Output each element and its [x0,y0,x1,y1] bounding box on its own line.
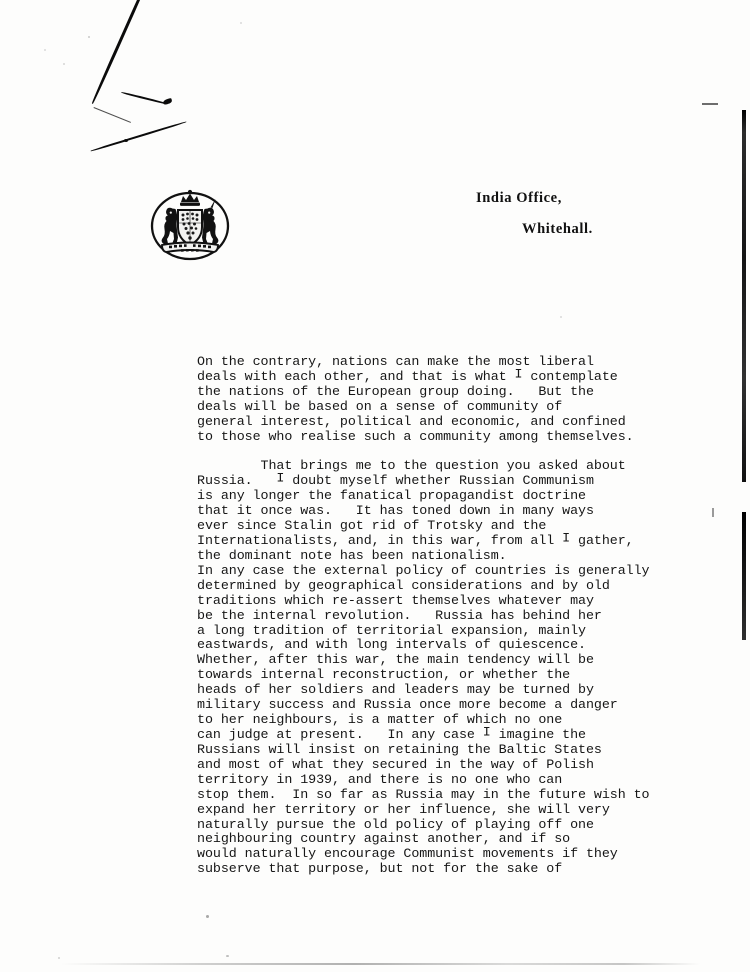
letter-line: heads of her soldiers and leaders may be turned by [197,683,594,699]
letter-line: be the internal revolution. Russia has behind her [197,608,602,624]
letter-line: towards internal reconstruction, or whether the [197,668,571,684]
scan-fold-line [90,121,186,152]
letter-line: the nations of the European group doing. But the [197,384,594,400]
scan-edge-shadow [742,512,746,640]
royal-coat-of-arms-icon [148,183,232,269]
letter-line: determined by geographical considerations and by old [197,578,610,594]
letter-line: the dominant note has been nationalism. [197,548,507,564]
letter-line: That brings me to the question you asked about [197,459,626,475]
letter-line: eastwards, and with long intervals of quiescence. [197,638,586,654]
scan-fold-line [91,0,154,104]
scan-edge-shadow [742,110,746,482]
scan-fold-line [93,107,131,123]
letter-line: general interest, political and economic, and confined [197,414,626,430]
letter-line: stop them. In so far as Russia may in the future wish to [197,787,650,803]
letterhead-office: India Office, [476,190,562,206]
dust-speck [226,955,229,957]
letter-body [197,356,707,878]
letter-line: Internationalists, and, in this war, from all I gather, [197,531,634,550]
letter-line: that it once was. It has toned down in many ways [197,504,594,520]
dust-speck [560,316,562,318]
dust-speck [88,36,90,38]
letter-line: neighbouring country against another, and if so [197,832,571,848]
letter-line: subserve that purpose, but not for the sake of [197,862,563,878]
letter-paragraph [197,356,707,446]
letter-line: territory in 1939, and there is no one who can [197,772,563,788]
letter-line: In any case the external policy of countries is generally [197,563,650,579]
letter-line: and most of what they secured in the way of Polish [197,757,594,773]
letter-line: to those who realise such a community among themselves. [197,429,634,445]
letter-line: Russia. I doubt myself whether Russian Communism [197,471,594,490]
letterhead [430,190,660,238]
dust-speck [44,49,46,51]
letterhead-place: Whitehall. [522,221,593,237]
letter-line: can judge at present. In any case I imagine the [197,725,586,744]
letter-line: is any longer the fanatical propagandist doctrine [197,489,586,505]
letter-line: naturally pursue the old policy of playing off one [197,817,594,833]
scan-edge-mark [712,508,714,517]
letter-line: Russians will insist on retaining the Baltic States [197,742,602,758]
dust-speck [63,63,65,65]
letter-line: deals will be based on a sense of community of [197,399,563,415]
letter-line: expand her territory or her influence, she will very [197,802,610,818]
dust-speck [206,915,209,918]
letter-line: military success and Russia once more become a danger [197,698,618,714]
scan-edge-mark [702,103,718,105]
letter-line: traditions which re-assert themselves whatever may [197,593,594,609]
dust-speck [240,22,242,24]
letter-line: On the contrary, nations can make the most liberal [197,355,594,370]
letter-line: deals with each other, and that is what I contemplate [197,367,618,385]
letter-line: would naturally encourage Communist movements if they [197,847,618,863]
scan-ink-blot [163,98,173,105]
scan-ink-speck [124,139,128,142]
letter-line: a long tradition of territorial expansion, mainly [197,623,586,639]
scan-bottom-smudge [60,963,700,965]
letter-line: to her neighbours, is a matter of which no one [197,713,563,729]
scan-fold-line [121,91,168,105]
letter-paragraph [197,460,707,878]
letter-line: Whether, after this war, the main tendency will be [197,653,594,669]
dust-speck [58,957,60,959]
letter-line: ever since Stalin got rid of Trotsky and the [197,519,547,535]
